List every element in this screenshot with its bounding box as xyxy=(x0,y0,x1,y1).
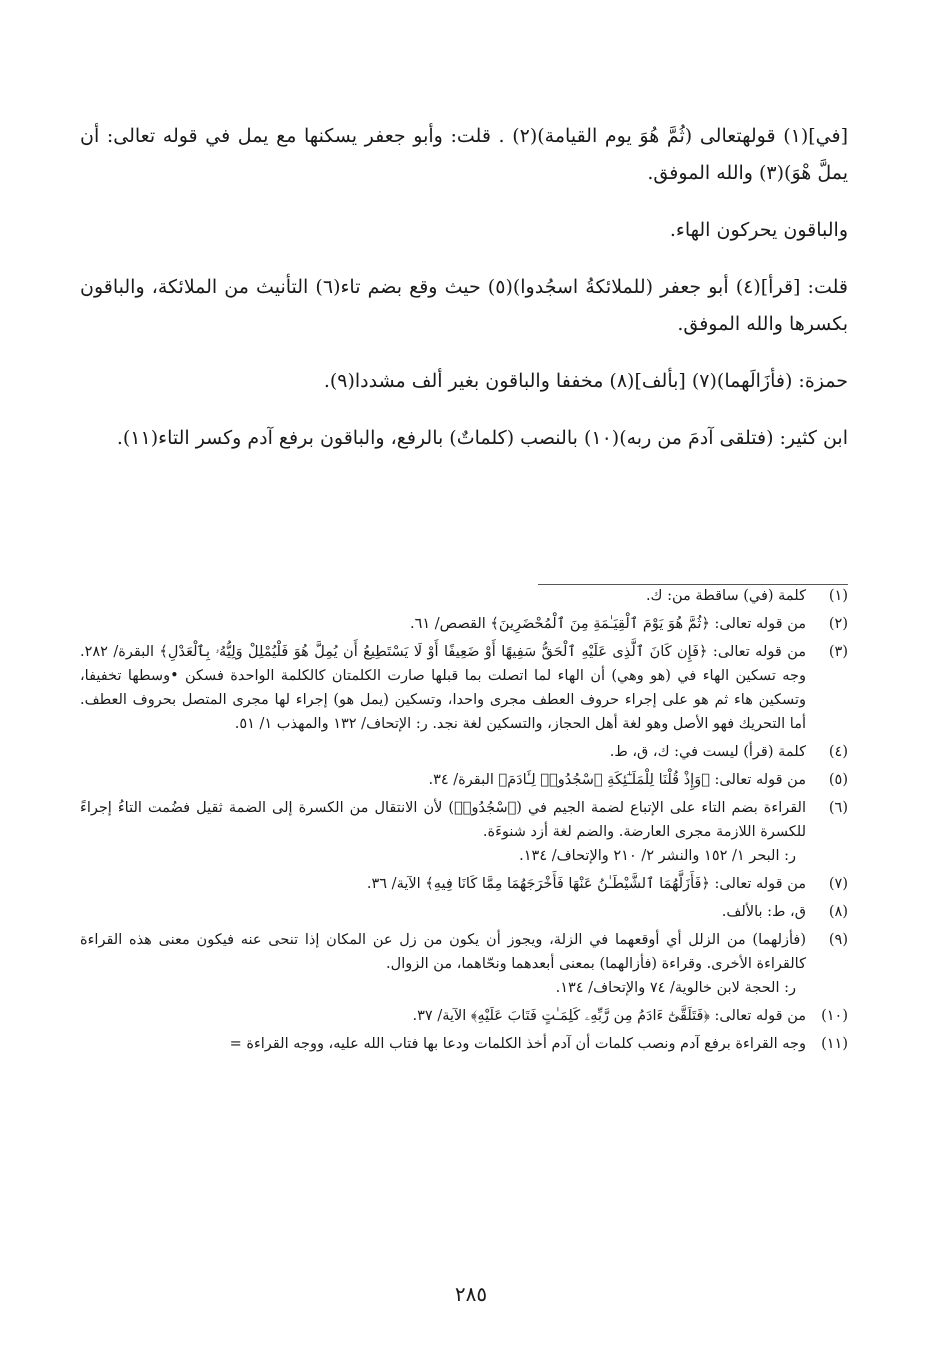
footnote-number: (١١) xyxy=(821,1036,848,1052)
main-paragraph: [في](١) قولهتعالى (ثُمَّ هُوَ يوم القيامة)(٢) . قلت: وأبو جعفر يسكنها مع يمل في قوله تعالى: أن يملَّ هْوَ)(٣) والله الموفق. xyxy=(80,125,849,184)
footnotes xyxy=(80,584,848,1060)
footnote-number: (٤) xyxy=(828,744,848,760)
footnote xyxy=(80,872,848,896)
footnote-text xyxy=(80,796,806,868)
page-number: ٢٨٥ xyxy=(454,1282,488,1306)
footnote-body: (فأزلهما) من الزلل أي أوقعهما في الزلة، ويجوز أن يكون من زل عن المكان إذا تنحى عنه فيكون معنى هذه القراءة كالقراءة الأخرى. وقراءة (فأزالهما) بمعنى أبعدهما ونحّاهما، من الزوال. xyxy=(80,932,806,972)
footnote xyxy=(80,612,848,636)
footnote-number: (٣) xyxy=(828,644,848,660)
footnote-text: من قوله تعالى: ﴿ثُمَّ هُوَ يَوْمَ ٱلْقِيَـٰمَةِ مِنَ ٱلْمُحْضَرِينَ﴾ القصص/ ٦١. xyxy=(410,616,806,632)
footnote-text: من قوله تعالى: ﴿فَإِن كَانَ ٱلَّذِى عَلَيْهِ ٱلْحَقُّ سَفِيهًا أَوْ ضَعِيفًا أَوْ لَا يَسْتَطِيعُ أَن يُمِلَّ هُوَ فَلْيُمْلِلْ وَلِيُّهُۥ بِٱلْعَدْلِ﴾ البقرة/ ٢٨٢. وجه تسكين الهاء في (هو وهي) أن الهاء لما اتصلت بما قبلها صارت الكلمتان كالكلمة الواحدة فسكن •وسطها تخفيفا، وتسكين هاء ثم هو على إجراء حروف العطف مجرى واحدا، وتسكين (يمل هو) إجراء لها مجرى المتصل بحروف العطف. أما التحريك فهو الأصل وهو لغة أهل الحجاز، والتسكين لغة نجد. ر: الإتحاف/ ١٣٢ والمهذب ١/ ٥١. xyxy=(80,644,806,732)
footnote-body: القراءة بضم التاء على الإتباع لضمة الجيم في (ٱسْجُدُوا۟) لأن الانتقال من الكسرة إلى الضمة ثقيل فضُمت التاءُ إجراءً للكسرة اللازمة مجرى العارضة. والضم لغة أزد شنوءَة. xyxy=(80,800,806,840)
page-body xyxy=(80,118,849,1052)
footnote xyxy=(80,584,848,608)
footnote-text xyxy=(80,928,806,1000)
footnote-number: (١٠) xyxy=(821,1008,848,1024)
footnote-text: وجه القراءة برفع آدم ونصب كلمات أن آدم أخذ الكلمات ودعا بها فتاب الله عليه، ووجه القراءة = xyxy=(229,1036,806,1052)
main-text xyxy=(80,118,848,457)
footnote-number: (١) xyxy=(828,588,848,604)
footnote xyxy=(80,1032,848,1056)
footnote-number: (٦) xyxy=(828,800,848,816)
footnote-number: (٨) xyxy=(828,904,848,920)
footnote-text: من قوله تعالى: ﴿وَإِذْ قُلْنَا لِلْمَلَـٰٓئِكَةِ ٱسْجُدُوا۟ لِـَٔادَمَ﴾ البقرة/ ٣٤. xyxy=(428,772,806,788)
footnote xyxy=(80,928,848,1000)
footnote xyxy=(80,768,848,792)
footnote xyxy=(80,796,848,868)
footnote-text: كلمة (قرأ) ليست في: ك، ق، ط. xyxy=(609,744,806,760)
footnote-reference: ر: البحر ١/ ١٥٢ والنشر ٢/ ٢١٠ والإتحاف/ ١٣٤. xyxy=(519,848,796,864)
footnote xyxy=(80,740,848,764)
footnote xyxy=(80,1004,848,1028)
footnote xyxy=(80,640,848,736)
footnote-text: كلمة (في) ساقطة من: ك. xyxy=(645,588,806,604)
footnote-text: ق، ط: بالألف. xyxy=(721,904,806,920)
main-paragraph: والباقون يحركون الهاء. xyxy=(669,219,848,241)
footnote-text: من قوله تعالى: ﴿فَتَلَقَّىٰٓ ءَادَمُ مِن رَّبِّهِۦ كَلِمَـٰتٍ فَتَابَ عَلَيْهِ﴾ الآية/ ٣٧. xyxy=(412,1008,806,1024)
main-paragraph: قلت: [قرأ](٤) أبو جعفر (للملائكةُ اسجُدوا)(٥) حيث وقع بضم تاء(٦) التأنيث من الملائكة، والباقون بكسرها والله الموفق. xyxy=(80,276,848,335)
footnote-number: (٩) xyxy=(828,932,848,948)
footnote-number: (٧) xyxy=(828,876,848,892)
footnote-text: من قوله تعالى: ﴿فَأَزَلَّهُمَا ٱلشَّيْطَـٰنُ عَنْهَا فَأَخْرَجَهُمَا مِمَّا كَانَا فِيهِ﴾ الآية/ ٣٦. xyxy=(366,876,806,892)
main-paragraph: ابن كثير: (فتلقى آدمَ من ربه)(١٠) بالنصب (كلماتٌ) بالرفع، والباقون برفع آدم وكسر التاء(١١). xyxy=(116,427,848,449)
main-paragraph: حمزة: (فأزَالَهما)(٧) [بألف](٨) مخففا والباقون بغير ألف مشددا(٩). xyxy=(323,370,848,392)
footnote-number: (٥) xyxy=(828,772,848,788)
footnote-number: (٢) xyxy=(828,616,848,632)
footnote-reference: ر: الحجة لابن خالوية/ ٧٤ والإتحاف/ ١٣٤. xyxy=(555,980,796,996)
footnote xyxy=(80,900,848,924)
